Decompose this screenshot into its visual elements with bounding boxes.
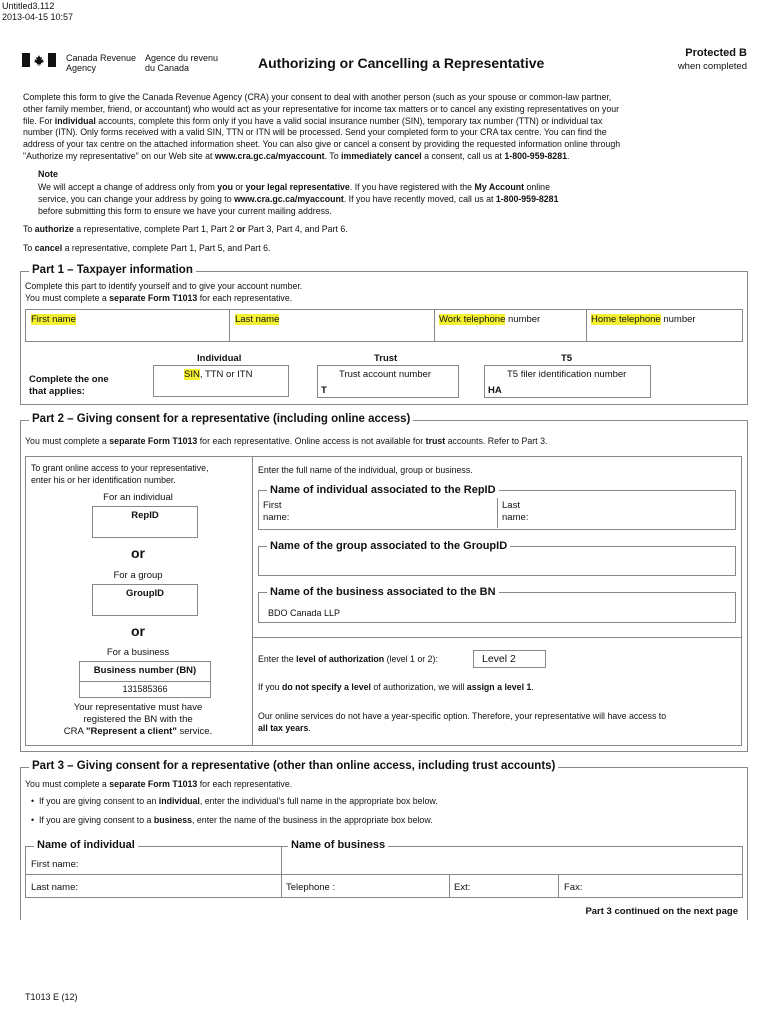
window-title: Untitled3.112 <box>2 1 55 11</box>
part3-telephone-label: Telephone : <box>286 882 336 893</box>
for-individual-label: For an individual <box>103 492 173 503</box>
trust-account-label: Trust account number <box>339 369 432 380</box>
repid-label: RepID <box>131 510 159 521</box>
part3-title: Part 3 – Giving consent for a representative (other than online access, including trust accounts) <box>29 760 558 772</box>
repid-input[interactable] <box>92 506 198 538</box>
part3-bullet-business: • If you are giving consent to a business, enter the name of the business in the appropriate box below. <box>31 815 433 825</box>
groupid-label: GroupID <box>126 588 164 599</box>
cancel-instructions: To cancel a representative, complete Part 1, Part 5, and Part 6. <box>23 243 271 253</box>
part3-intro: You must complete a separate Form T1013 for each representative. <box>25 779 293 789</box>
t5-filer-label: T5 filer identification number <box>507 369 627 380</box>
form-identifier: T1013 E (12) <box>25 992 78 1002</box>
part1-title: Part 1 – Taxpayer information <box>29 264 196 276</box>
no-level-note: If you do not specify a level of authorization, we will assign a level 1. <box>258 682 534 692</box>
trust-heading: Trust <box>374 353 398 364</box>
part3-individual-heading: Name of individual <box>34 839 138 851</box>
business-name-heading: Name of the business associated to the BN <box>267 586 499 598</box>
business-name-value: BDO Canada LLP <box>268 608 341 618</box>
complete-one-label: Complete the one that applies: <box>29 374 109 397</box>
groupid-input[interactable] <box>92 584 198 616</box>
level-input[interactable] <box>473 650 546 668</box>
rep-first-name-input[interactable]: First name: <box>263 500 290 523</box>
part3-business-heading: Name of business <box>288 839 388 851</box>
bn-input[interactable] <box>79 661 211 698</box>
part3-fax-input[interactable] <box>560 876 740 895</box>
part3-bullet-individual: • If you are giving consent to an individual, enter the individual's full name in the appropriate box below. <box>31 796 438 806</box>
individual-heading: Individual <box>197 353 242 364</box>
part3-first-name-label: First name: <box>31 859 79 870</box>
part2-title: Part 2 – Giving consent for a representative (including online access) <box>29 413 413 425</box>
individual-name-heading: Name of individual associated to the RepID <box>267 484 499 496</box>
note-heading: Note <box>38 169 58 179</box>
level-value: Level 2 <box>482 653 516 665</box>
part3-ext-label: Ext: <box>454 882 471 893</box>
org-name-fr: Agence du revenu du Canada <box>145 53 219 73</box>
or-separator: or <box>131 545 145 561</box>
for-group-label: For a group <box>113 570 163 581</box>
sin-input[interactable] <box>153 365 289 397</box>
enter-full-name-text: Enter the full name of the individual, group or business. <box>258 465 473 475</box>
grant-online-text: To grant online access to your representative, enter his or her identification number. <box>31 463 209 485</box>
bn-label: Business number (BN) <box>93 665 197 676</box>
home-telephone-label: Home telephone number <box>591 314 696 325</box>
first-name-input[interactable] <box>27 311 227 339</box>
part3-continued: Part 3 continued on the next page <box>585 906 738 917</box>
last-name-input[interactable] <box>231 311 432 339</box>
authorize-instructions: To authorize a representative, complete Part 1, Part 2 or Part 3, Part 4, and Part 6. <box>23 224 348 234</box>
first-name-label: First name <box>31 314 76 325</box>
part2-intro: You must complete a separate Form T1013 for each representative. Online access is not available for trust accounts. Refer to Part 3. <box>25 436 548 446</box>
or-separator: or <box>131 623 145 639</box>
note-text: We will accept a change of address only from you or your legal representative. If you have registered with the My Account online service, you can change your address by going to www.cra.gc.ca/myaccount. If you have recently moved, call us at 1-800-959-8281 before submitting this form to ensure we have your current mailing address. <box>38 182 559 216</box>
home-telephone-input[interactable] <box>588 311 740 339</box>
canada-flag-icon <box>22 53 56 67</box>
bn-value: 131585366 <box>122 684 168 694</box>
part3-business-name-input[interactable] <box>283 855 739 873</box>
level-label: Enter the level of authorization (level 1 or 2): <box>258 654 438 664</box>
protected-label: Protected B <box>685 47 747 59</box>
page-title: Authorizing or Cancelling a Representative <box>258 55 545 71</box>
t5-filer-input[interactable] <box>484 365 651 398</box>
work-telephone-input[interactable] <box>436 311 584 339</box>
trust-account-input[interactable] <box>317 365 459 398</box>
part3-first-name-input[interactable] <box>27 855 279 873</box>
intro-text: Complete this form to give the Canada Revenue Agency (CRA) your consent to deal with another person (such as your spouse or common-law partner, other family member, friend, or accountant) who would act as your representative for income tax matters or to cancel any existing representatives on your file. For individual accounts, complete this form only if you have a valid social insurance number (SIN), temporary tax number (TTN) or individual tax number (ITN). Only forms received with a valid SIN, TTN or ITN will be processed. Send your completed form to your CRA tax centre. You can find the address of your tax centre on the attached information sheet. You can also give or cancel a consent by providing the requested information online through "Authorize my representative" on our Web site at www.cra.gc.ca/myaccount. To immediately cancel a consent, call us at 1-800-959-8281. <box>23 92 621 161</box>
org-name-en: Canada Revenue Agency <box>66 53 137 73</box>
protected-sub: when completed <box>677 61 747 72</box>
window-datetime: 2013-04-15 10:57 <box>2 12 74 22</box>
last-name-label: Last name <box>235 314 280 325</box>
t5-heading: T5 <box>561 353 573 364</box>
part3-ext-input[interactable] <box>451 876 556 895</box>
for-business-label: For a business <box>106 647 170 658</box>
part3-telephone-input[interactable] <box>283 876 447 895</box>
work-telephone-label: Work telephone number <box>439 314 541 325</box>
part3-last-name-input[interactable] <box>27 876 279 895</box>
part1-intro: Complete this part to identify yourself and to give your account number. You must complete a separate Form T1013 for each representative. <box>25 281 303 303</box>
group-name-heading: Name of the group associated to the GroupID <box>267 540 510 552</box>
part3-last-name-label: Last name: <box>31 882 78 893</box>
trust-prefix: T <box>321 385 327 396</box>
rep-last-name-input[interactable]: Last name: <box>502 500 529 523</box>
bn-registered-note: Your representative must have registered the BN with the CRA "Represent a client" service. <box>63 702 213 737</box>
t5-prefix: HA <box>488 385 502 396</box>
online-access-note: Our online services do not have a year-specific option. Therefore, your representative will have access to all tax years. <box>258 711 667 733</box>
part3-fax-label: Fax: <box>564 882 583 893</box>
sin-label: SIN, TTN or ITN <box>184 369 253 380</box>
